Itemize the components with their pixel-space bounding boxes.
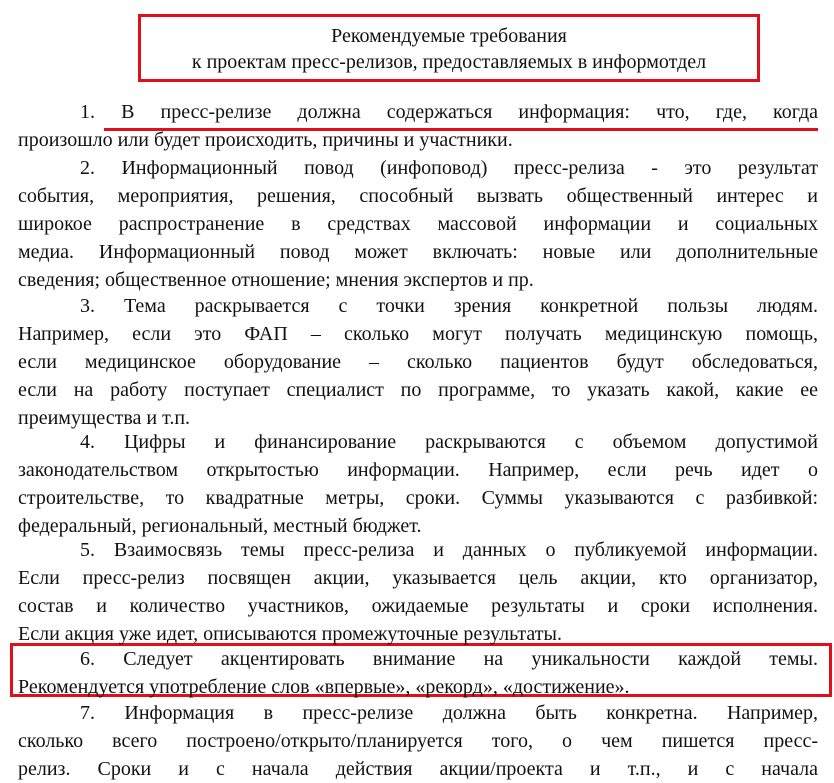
text-line: Рекомендуется употребление слов «впервые», «рекорд», «достижение».	[18, 676, 630, 698]
text-line: Например, если это ФАП – сколько могут получать медицинскую помощь,	[18, 323, 818, 345]
text-line: 5. Взаимосвязь темы пресс-релиза и данных о публикуемой информации.	[80, 539, 818, 561]
text-line: 6. Следует акцентировать внимание на уникальности каждой темы.	[80, 648, 818, 670]
paragraph-2	[18, 154, 818, 294]
text-line: если медицинское оборудование – сколько пациентов будут обследоваться,	[18, 351, 818, 373]
title-box	[138, 14, 760, 82]
text-line: если на работу поступает специалист по программе, то указать какой, какие ее	[18, 379, 818, 401]
text-line: широкое распространение в средствах массовой информации и социальных	[18, 213, 818, 235]
text-line: медиа. Информационный повод может включать: новые или дополнительные	[18, 241, 818, 263]
paragraph-4	[18, 428, 818, 540]
title-line-2: к проектам пресс-релизов, предоставляемых в информотдел	[191, 51, 707, 73]
text-line: сколько всего построено/открыто/планируется того, о чем пишется пресс-	[18, 730, 818, 752]
text-line: 2. Информационный повод (инфоповод) пресс-релиза - это результат	[80, 157, 818, 179]
text-line: сведения; общественное отношение; мнения экспертов и пр.	[18, 269, 534, 291]
text-line: Если пресс-релиз посвящен акции, указывается цель акции, кто организатор,	[18, 567, 818, 589]
paragraph-6	[18, 645, 818, 701]
text-line: события, мероприятия, решения, способный вызвать общественный интерес и	[18, 185, 818, 207]
text-line: 7. Информация в пресс-релизе должна быть конкретна. Например,	[80, 702, 818, 724]
paragraph-5	[18, 536, 818, 648]
title-line-1: Рекомендуемые требования	[331, 25, 567, 47]
text-line: произошло или будет происходить, причины и участники.	[18, 129, 513, 151]
text-line: 4. Цифры и финансирование раскрываются с объемом допустимой	[80, 431, 818, 453]
text-line: строительстве, то квадратные метры, сроки. Суммы указываются с разбивкой:	[18, 487, 818, 509]
text-line: 3. Тема раскрывается с точки зрения конкретной пользы людям.	[80, 295, 818, 317]
paragraph-7	[18, 699, 818, 783]
text-line: законодательством открытостью информации. Например, если речь идет о	[18, 459, 818, 481]
text-line: Если акция уже идет, описываются промежуточные результаты.	[18, 623, 562, 645]
text-line: преимущества и т.п.	[18, 407, 191, 429]
text-line: релиз. Сроки и с начала действия акции/проекта и т.п., и с начала	[18, 758, 818, 780]
text-line: федеральный, региональный, местный бюджет.	[18, 515, 422, 537]
text-line: 1. В пресс-релизе должна содержаться информация: что, где, когда	[80, 101, 818, 123]
paragraph-3	[18, 292, 818, 432]
paragraph-1	[18, 98, 818, 154]
text-line: состав и количество участников, ожидаемые результаты и сроки исполнения.	[18, 595, 818, 617]
